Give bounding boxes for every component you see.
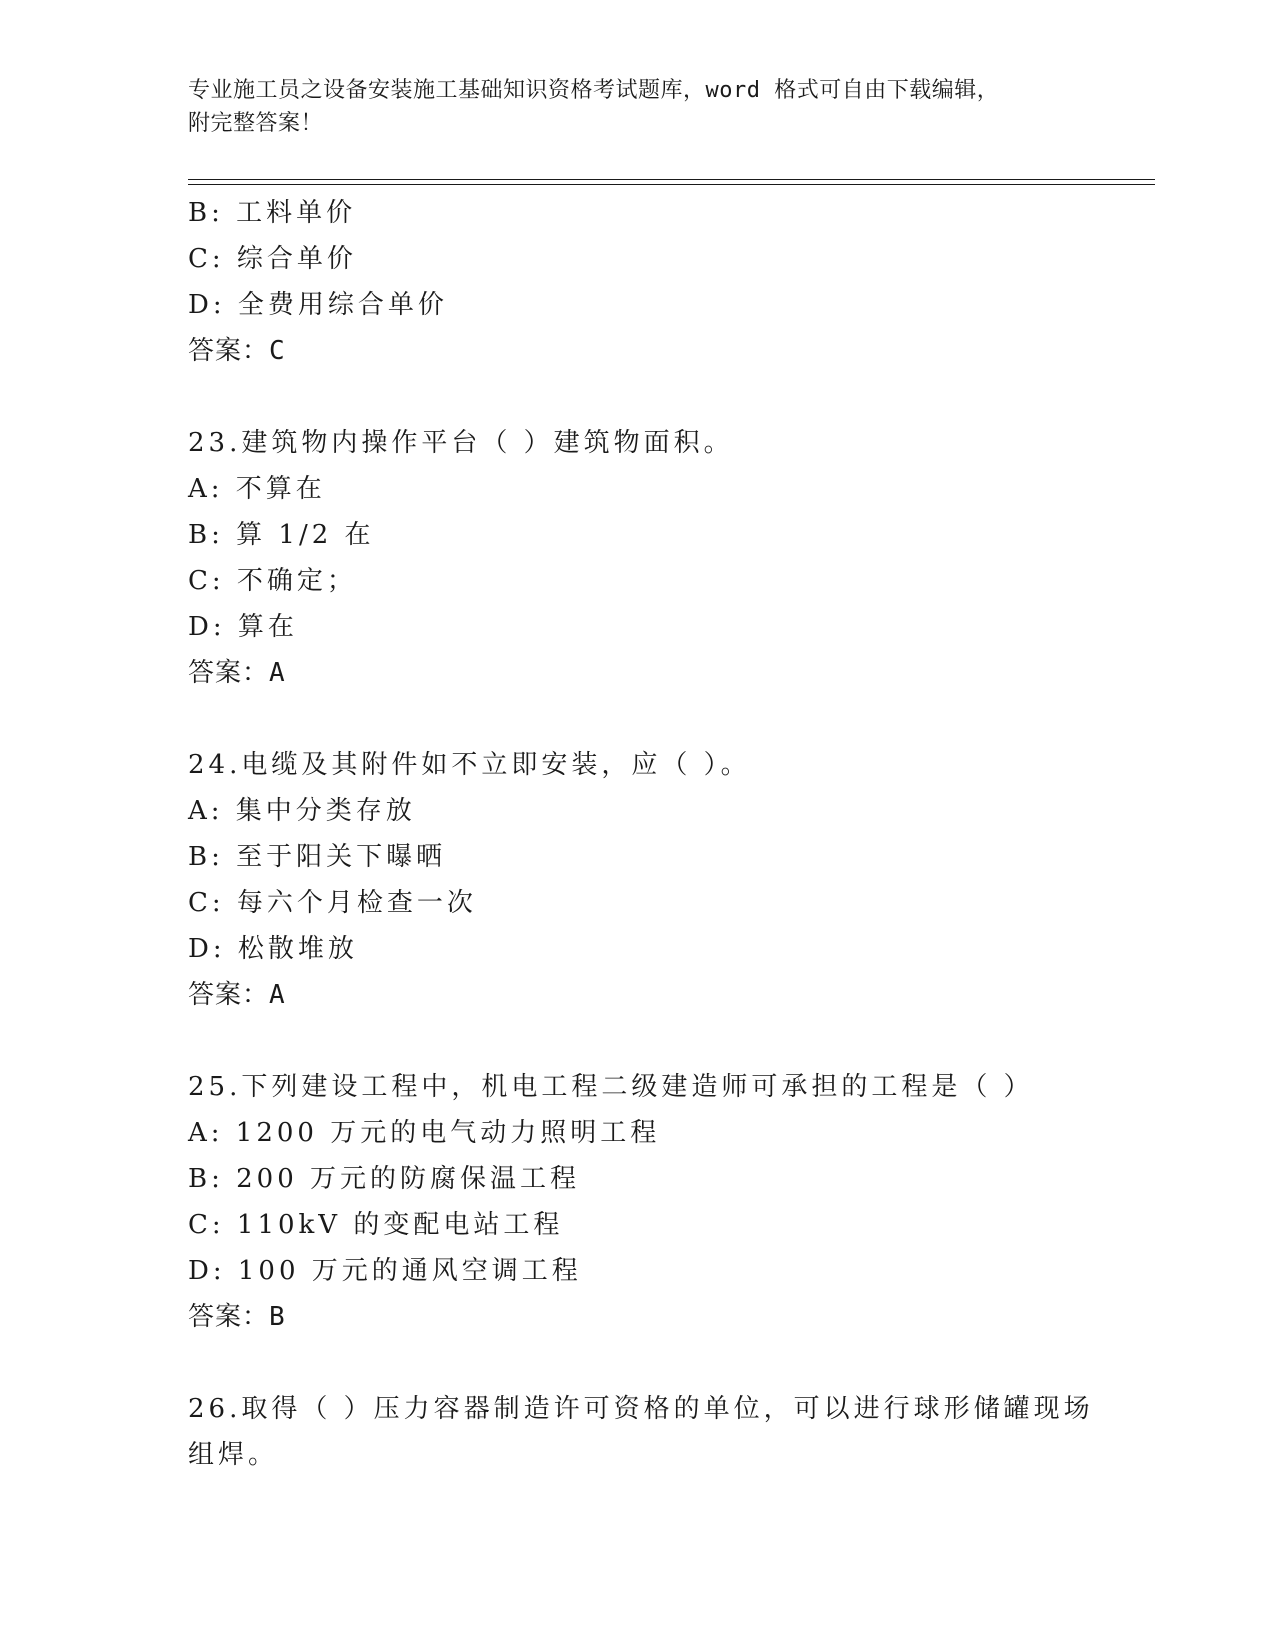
answer-line [188,972,1155,1018]
answer-line [188,1294,1155,1340]
option-b: B: 算 1/2 在 [188,520,375,550]
option-c: C: 综合单价 [188,244,357,274]
question-stem-line-1: 26.取得（ ）压力容器制造许可资格的单位，可以进行球形储罐现场 [188,1394,1094,1424]
spacer [188,1018,1155,1064]
answer-line [188,328,1155,374]
spacer [188,374,1155,420]
question-stem: 25.下列建设工程中，机电工程二级建造师可承担的工程是（ ） [188,1072,1034,1102]
header-rule-top [188,179,1155,180]
page-header [188,74,1088,140]
answer-value: A [269,980,286,1010]
question-26 [188,1386,1155,1478]
answer-label: 答案： [188,336,270,366]
answer-value: A [269,658,286,688]
option-b: B: 200 万元的防腐保温工程 [188,1164,581,1194]
question-stem: 23.建筑物内操作平台（ ）建筑物面积。 [188,428,734,458]
option-c: C: 不确定； [188,566,357,596]
question-22-continuation [188,190,1155,374]
header-title-line-2: 附完整答案！ [188,111,324,136]
option-d: D: 100 万元的通风空调工程 [188,1256,582,1286]
option-c: C: 110kV 的变配电站工程 [188,1210,564,1240]
question-stem: 24.电缆及其附件如不立即安装，应（ ）。 [188,750,751,780]
option-b: B: 至于阳关下曝晒 [188,842,447,872]
answer-value: B [269,1302,286,1332]
option-a: A: 1200 万元的电气动力照明工程 [188,1118,661,1148]
answer-value: C [269,336,286,366]
question-25 [188,1064,1155,1340]
question-stem-line-2: 组焊。 [188,1440,279,1470]
answer-label: 答案： [188,658,270,688]
answer-label: 答案： [188,1302,270,1332]
question-23 [188,420,1155,696]
option-a: A: 集中分类存放 [188,796,416,826]
option-b: B: 工料单价 [188,198,357,228]
question-24 [188,742,1155,1018]
spacer [188,1340,1155,1386]
answer-label: 答案： [188,980,270,1010]
question-list [188,190,1155,1478]
answer-line [188,650,1155,696]
option-c: C: 每六个月检查一次 [188,888,477,918]
spacer [188,696,1155,742]
option-d: D: 全费用综合单价 [188,290,448,320]
option-a: A: 不算在 [188,474,326,504]
option-d: D: 松散堆放 [188,934,358,964]
header-rule-bottom [188,184,1155,185]
option-d: D: 算在 [188,612,298,642]
header-title-line-1: 专业施工员之设备安装施工基础知识资格考试题库，word 格式可自由下载编辑， [188,78,1000,103]
